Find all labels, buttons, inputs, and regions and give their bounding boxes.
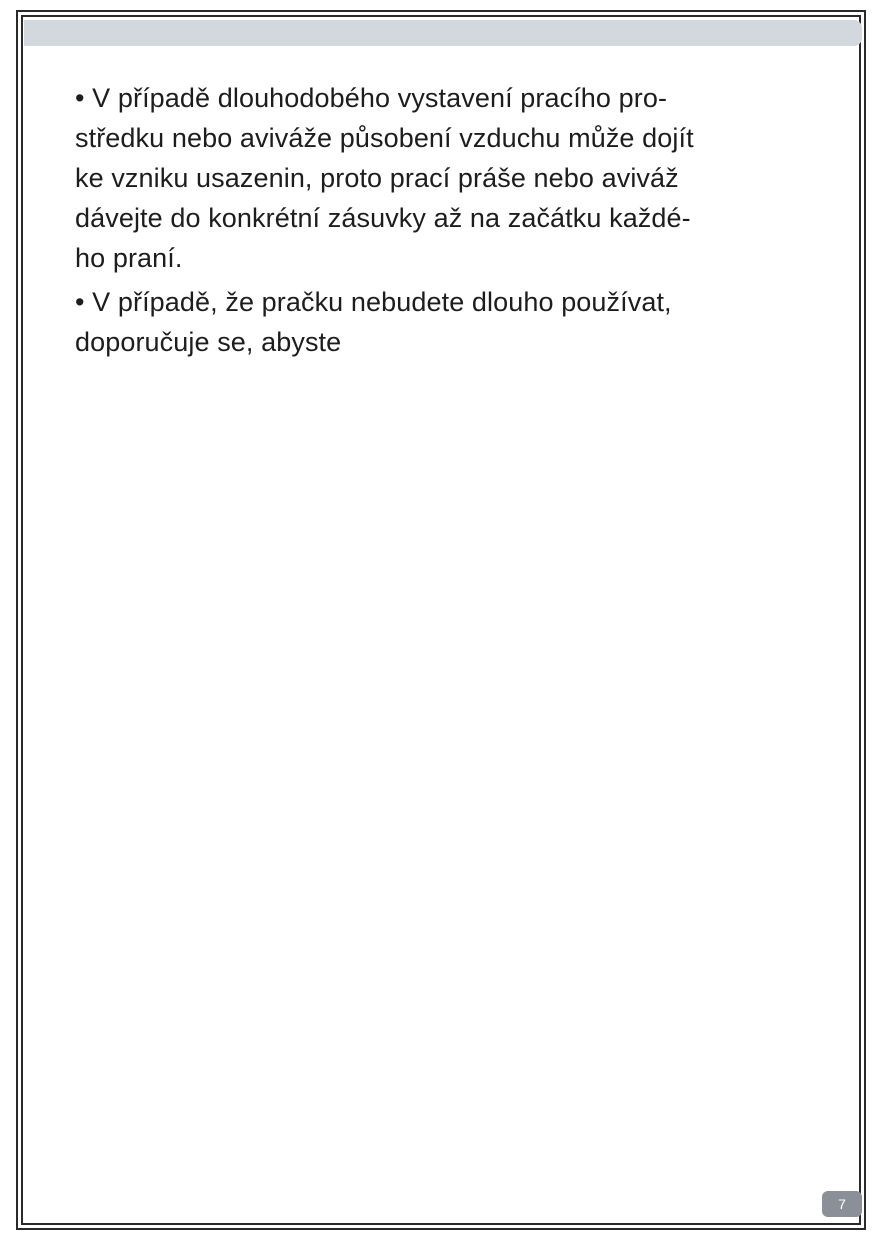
document-body (75, 78, 805, 366)
bullet-paragraph-detergent (75, 78, 805, 278)
text-line: ke vzniku usazenin, proto prací práše nebo aviváž (75, 163, 679, 193)
bullet-paragraph-long-unused (75, 282, 805, 362)
text-line: • V případě, že pračku nebudete dlouho používat, (75, 287, 672, 317)
text-line: ho praní. (75, 243, 183, 273)
text-line: dávejte do konkrétní zásuvky až na začátku každé- (75, 203, 691, 233)
page-number-badge: 7 (822, 1191, 862, 1217)
text-line: doporučuje se, abyste (75, 327, 342, 357)
text-line: středku nebo aviváže působení vzduchu může dojít (75, 123, 694, 153)
header-bar (24, 20, 862, 46)
text-line: • V případě dlouhodobého vystavení pracího pro- (75, 83, 668, 113)
